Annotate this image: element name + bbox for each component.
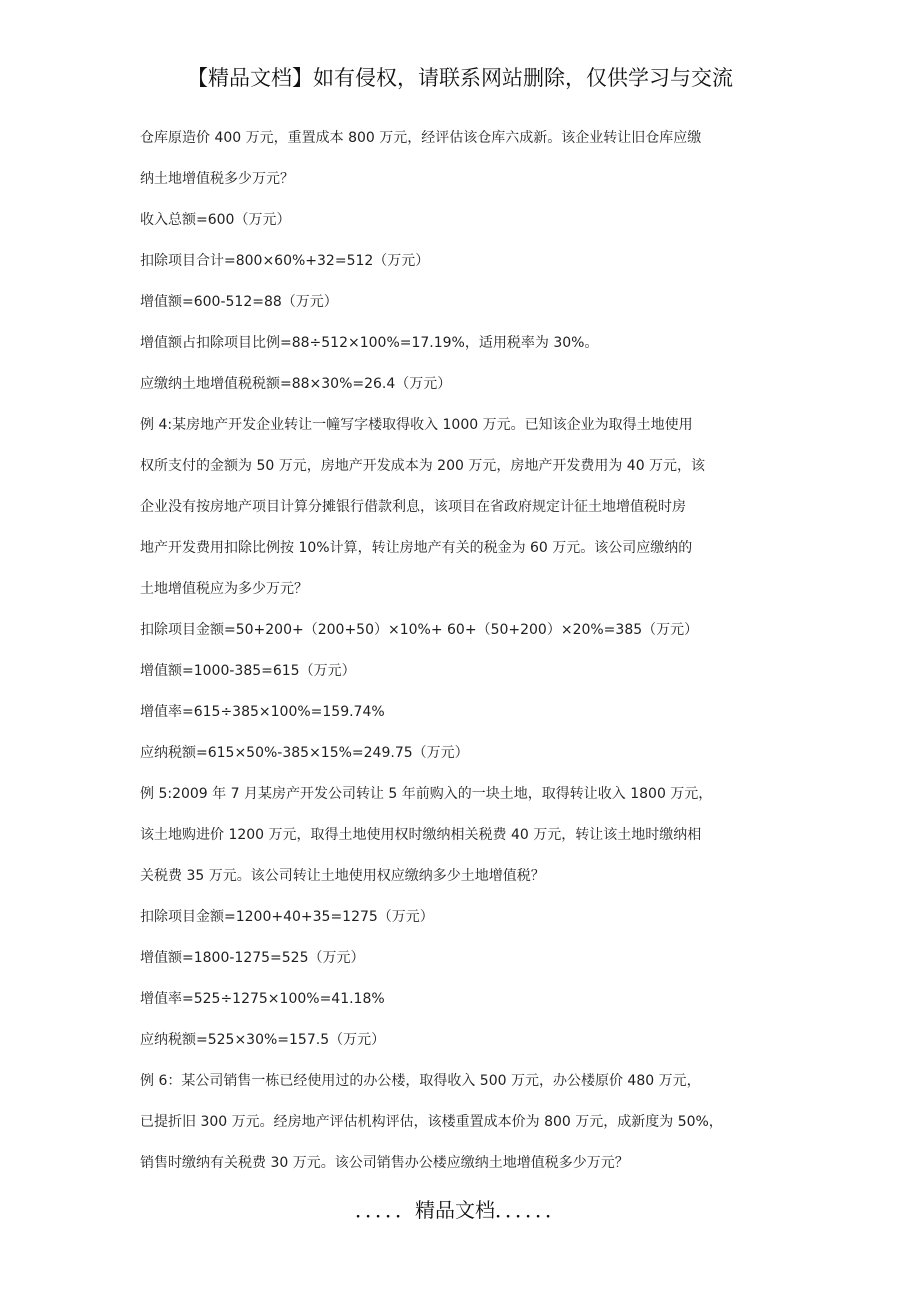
text-line: 关税费 35 万元。该公司转让土地使用权应缴纳多少土地增值税？	[140, 868, 545, 884]
text-line: 增值率=615÷385×100%=159.74%	[140, 704, 385, 720]
text-line: 地产开发费用扣除比例按 10%计算，转让房地产有关的税金为 60 万元。该公司应缴纳的	[140, 540, 693, 556]
text-line: 应纳税额=615×50%-385×15%=249.75（万元）	[140, 745, 469, 761]
text-line: 权所支付的金额为 50 万元，房地产开发成本为 200 万元，房地产开发费用为 40 万元，该	[140, 458, 706, 474]
text-line: 仓库原造价 400 万元，重置成本 800 万元，经评估该仓库六成新。该企业转让旧仓库应缴	[140, 130, 702, 146]
text-line: 企业没有按房地产项目计算分摊银行借款利息，该项目在省政府规定计征土地增值税时房	[140, 499, 686, 515]
text-line: 纳土地增值税多少万元？	[140, 171, 294, 187]
page-footer: ．．．．．精品文档．．．．．．	[355, 1198, 565, 1222]
text-line: 例 4:某房地产开发企业转让一幢写字楼取得收入 1000 万元。已知该企业为取得土地使用	[140, 417, 693, 433]
text-line: 扣除项目金额=1200+40+35=1275（万元）	[140, 909, 434, 925]
text-line: 扣除项目合计=800×60%+32=512（万元）	[140, 253, 430, 269]
document-body	[140, 118, 820, 1184]
text-line: 该土地购进价 1200 万元，取得土地使用权时缴纳相关税费 40 万元，转让该土地时缴纳相	[140, 827, 702, 843]
text-line: 扣除项目金额=50+200+（200+50）×10%+ 60+（50+200）×20%=385（万元）	[140, 622, 699, 638]
text-line: 已提折旧 300 万元。经房地产评估机构评估，该楼重置成本价为 800 万元，成新度为 50%，	[140, 1114, 723, 1130]
text-line: 例 6：某公司销售一栋已经使用过的办公楼，取得收入 500 万元，办公楼原价 480 万元，	[140, 1073, 701, 1089]
text-line: 增值额=1000-385=615（万元）	[140, 663, 356, 679]
text-line: 土地增值税应为多少万元？	[140, 581, 308, 597]
text-line: 例 5:2009 年 7 月某房产开发公司转让 5 年前购入的一块土地，取得转让收入 1800 万元，	[140, 786, 713, 802]
text-line: 销售时缴纳有关税费 30 万元。该公司销售办公楼应缴纳土地增值税多少万元？	[140, 1155, 629, 1171]
text-line: 应缴纳土地增值税税额=88×30%=26.4（万元）	[140, 376, 452, 392]
text-line: 增值率=525÷1275×100%=41.18%	[140, 991, 385, 1007]
text-line: 增值额占扣除项目比例=88÷512×100%=17.19%，适用税率为 30%。	[140, 335, 599, 351]
text-line: 应纳税额=525×30%=157.5（万元）	[140, 1032, 386, 1048]
page-header: 【精品文档】如有侵权，请联系网站删除，仅供学习与交流	[187, 66, 733, 90]
text-line: 收入总额=600（万元）	[140, 212, 291, 228]
text-line: 增值额=600-512=88（万元）	[140, 294, 338, 310]
text-line: 增值额=1800-1275=525（万元）	[140, 950, 365, 966]
